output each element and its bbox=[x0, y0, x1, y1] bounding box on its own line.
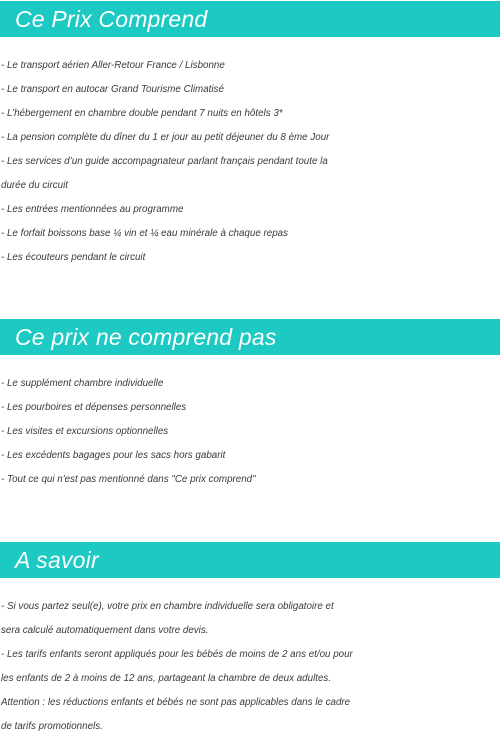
section-title: Ce Prix Comprend bbox=[15, 6, 208, 32]
section-header-good-to-know bbox=[0, 542, 500, 578]
list-item: - Les entrées mentionnées au programme bbox=[1, 204, 184, 215]
includes-list bbox=[0, 54, 500, 270]
notes-list bbox=[0, 595, 500, 739]
note-line: - Si vous partez seul(e), votre prix en chambre individuelle sera obligatoire et bbox=[1, 601, 334, 612]
section-header-price-excludes bbox=[0, 319, 500, 355]
list-item: - Les écouteurs pendant le circuit bbox=[1, 252, 146, 263]
list-item: - La pension complète du dîner du 1 er jour au petit déjeuner du 8 ème Jour bbox=[1, 132, 330, 143]
section-price-excludes bbox=[0, 319, 500, 492]
note-line: les enfants de 2 à moins de 12 ans, partageant la chambre de deux adultes. bbox=[1, 673, 332, 684]
list-item: - Le transport en autocar Grand Tourisme Climatisé bbox=[1, 84, 224, 95]
section-header-price-includes bbox=[0, 1, 500, 37]
section-good-to-know bbox=[0, 542, 500, 739]
list-item: durée du circuit bbox=[1, 180, 68, 191]
section-title: Ce prix ne comprend pas bbox=[15, 324, 277, 350]
list-item: - Les services d’un guide accompagnateur parlant français pendant toute la bbox=[1, 156, 328, 167]
excludes-list bbox=[0, 372, 500, 492]
section-title: A savoir bbox=[15, 547, 99, 573]
list-item: - L’hébergement en chambre double pendant 7 nuits en hôtels 3* bbox=[1, 108, 283, 119]
list-item: - Le forfait boissons base ¼ vin et ¼ eau minérale à chaque repas bbox=[1, 228, 289, 239]
note-line: sera calculé automatiquement dans votre devis. bbox=[1, 625, 209, 636]
note-line: Attention : les réductions enfants et bébés ne sont pas applicables dans le cadre bbox=[1, 697, 351, 708]
list-item: - Le transport aérien Aller-Retour France / Lisbonne bbox=[1, 60, 225, 71]
note-line: - Les tarifs enfants seront appliqués pour les bébés de moins de 2 ans et/ou pour bbox=[1, 649, 353, 660]
list-item: - Les visites et excursions optionnelles bbox=[1, 426, 169, 437]
list-item: - Les excédents bagages pour les sacs hors gabarit bbox=[1, 450, 226, 461]
list-item: - Tout ce qui n'est pas mentionné dans "Ce prix comprend" bbox=[1, 474, 256, 485]
list-item: - Les pourboires et dépenses personnelles bbox=[1, 402, 187, 413]
note-line: de tarifs promotionnels. bbox=[1, 721, 103, 732]
list-item: - Le supplément chambre individuelle bbox=[1, 378, 164, 389]
section-price-includes bbox=[0, 1, 500, 270]
